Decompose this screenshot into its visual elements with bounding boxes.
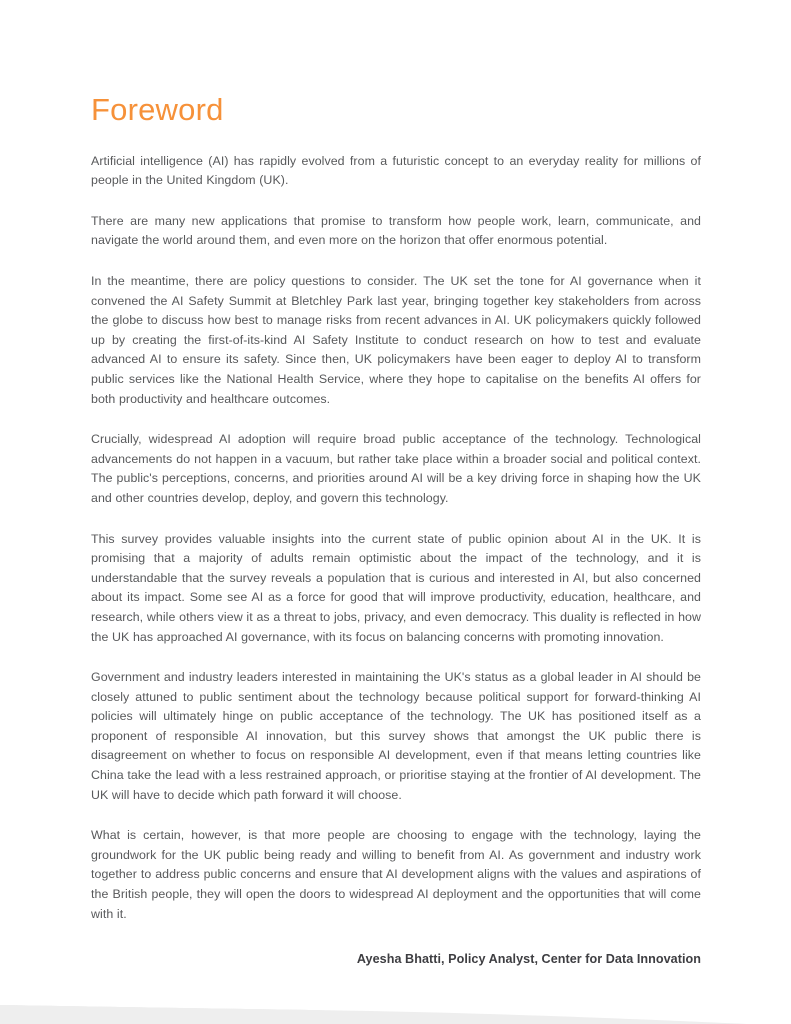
paragraph-7: What is certain, however, is that more people are choosing to engage with the technology, laying the groundwork for the UK public being ready and willing to benefit from AI. As government and industry work together to address public concerns and ensure that AI development aligns with the values and aspirations of the British people, they will open the doors to widespread AI deployment and the opportunities that will come with it. <box>91 828 701 921</box>
paragraph-4: Crucially, widespread AI adoption will require broad public acceptance of the technology. Technological advancements do not happen in a vacuum, but rather take place within a broader social and political context. The public's perceptions, concerns, and priorities around AI will be a key driving force in shaping how the UK and other countries develop, deploy, and govern this technology. <box>91 432 701 505</box>
paragraph-3: In the meantime, there are policy questions to consider. The UK set the tone for AI governance when it convened the AI Safety Summit at Bletchley Park last year, bringing together key stakeholders from across the globe to discuss how best to manage risks from recent advances in AI. UK policymakers quickly followed up by creating the first-of-its-kind AI Safety Institute to conduct research on how to test and evaluate advanced AI to ensure its safety. Since then, UK policymakers have been eager to deploy AI to transform public services like the National Health Service, where they hope to capitalise on the benefits AI offers for both productivity and healthcare outcomes. <box>91 274 701 406</box>
footer-band-main <box>0 1005 791 1024</box>
document-content <box>91 92 701 968</box>
footer-decorative-band <box>0 964 791 1024</box>
page-title: Foreword <box>91 92 224 127</box>
paragraph-5: This survey provides valuable insights into the current state of public opinion about AI in the UK. It is promising that a majority of adults remain optimistic about the impact of the technology, and it is understandable that the survey reveals a population that is curious and interested in AI, but also concerned about its impact. Some see AI as a force for good that will improve productivity, education, healthcare, and research, while others view it as a threat to jobs, privacy, and even democracy. This duality is reflected in how the UK has approached AI governance, with its focus on balancing concerns with promoting innovation. <box>91 531 701 644</box>
footer-band-path <box>0 1005 791 1024</box>
author-signature: Ayesha Bhatti, Policy Analyst, Center for Data Innovation <box>356 952 701 967</box>
paragraph-6: Government and industry leaders interested in maintaining the UK's status as a global leader in AI should be closely attuned to public sentiment about the technology because political support for forward-thinking AI policies will ultimately hinge on public acceptance of the technology. The UK has positioned itself as a proponent of responsible AI innovation, but this survey shows that amongst the UK public there is disagreement on whether to focus on responsible AI development, even if that means letting countries like China take the lead with a less restrained approach, or prioritise staying at the frontier of AI development. The UK will have to decide which path forward it will choose. <box>91 670 701 802</box>
footer-band-fill <box>0 1005 791 1024</box>
footer-band-polygon <box>0 1005 791 1024</box>
foreword-body <box>91 152 701 925</box>
paragraph-2: There are many new applications that promise to transform how people work, learn, communicate, and navigate the world around them, and even more on the horizon that offer enormous potential. <box>91 213 701 248</box>
paragraph-1: Artificial intelligence (AI) has rapidly evolved from a futuristic concept to an everyday reality for millions of people in the United Kingdom (UK). <box>91 153 701 188</box>
